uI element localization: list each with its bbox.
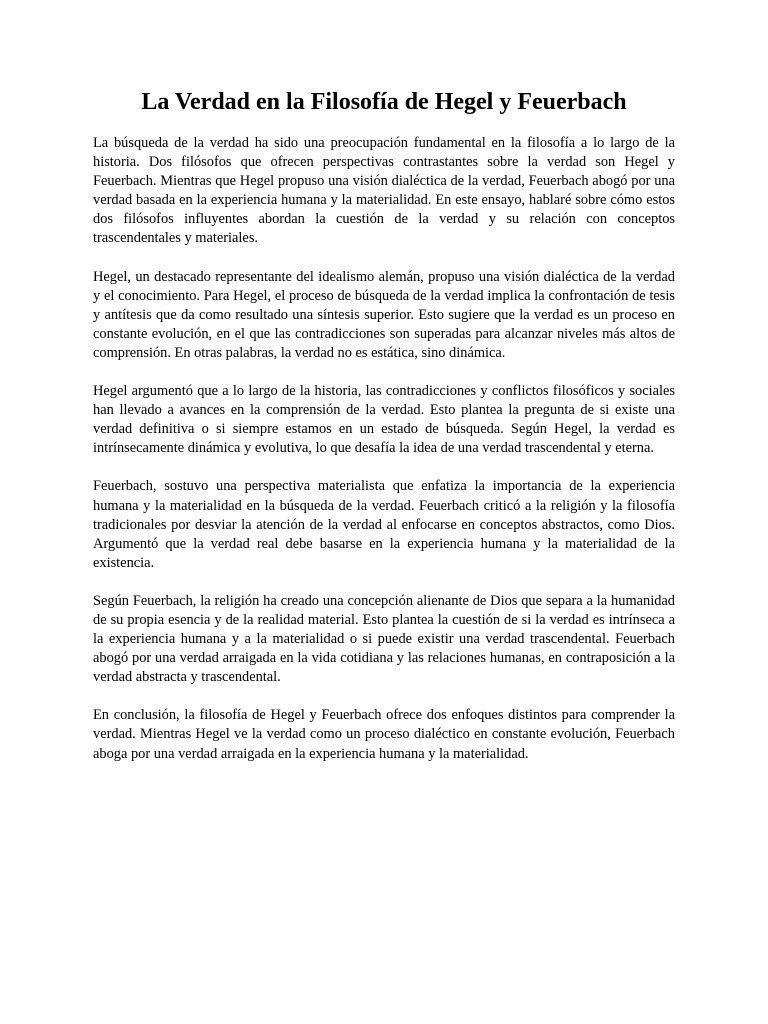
paragraph-feuerbach-religion: Según Feuerbach, la religión ha creado una concepción alienante de Dios que separa a la humanidad de su propia esencia y de la realidad material. Esto plantea la cuestión de si la verdad es intrínseca a la experiencia humana y a la materialidad o si puede existir una verdad trascendental. Feuerbach abogó por una verdad arraigada en la vida cotidiana y las relaciones humanas, en contraposición a la verdad abstracta y trascendental. [93,592,675,686]
paragraph-conclusion: En conclusión, la filosofía de Hegel y Feuerbach ofrece dos enfoques distintos para comprender la verdad. Mientras Hegel ve la verdad como un proceso dialéctico en constante evolución, Feuerbach aboga por una verdad arraigada en la experiencia humana y la materialidad. [93,707,675,762]
paragraph-intro: La búsqueda de la verdad ha sido una preocupación fundamental en la filosofía a lo largo de la historia. Dos filósofos que ofrecen perspectivas contrastantes sobre la verdad son Hegel y Feuerbach. Mientras que Hegel propuso una visión dialéctica de la verdad, Feuerbach abogó por una verdad basada en la experiencia humana y la materialidad. En este ensayo, hablaré sobre cómo estos dos filósofos influyentes abordan la cuestión de la verdad y su relación con conceptos trascendentales y materiales. [93,135,675,247]
paragraph-feuerbach-materialism: Feuerbach, sostuvo una perspectiva materialista que enfatiza la importancia de la experiencia humana y la materialidad en la búsqueda de la verdad. Feuerbach criticó a la religión y la filosofía tradicionales por desviar la atención de la verdad al enfocarse en conceptos abstractos, como Dios. Argumentó que la verdad real debe basarse en la experiencia humana y la materialidad de la existencia. [93,478,675,571]
document-title: La Verdad en la Filosofía de Hegel y Feuerbach [141,89,627,115]
paragraph-hegel-dialectic: Hegel, un destacado representante del idealismo alemán, propuso una visión dialéctica de la verdad y el conocimiento. Para Hegel, el proceso de búsqueda de la verdad implica la confrontación de tesis y antítesis que da como resultado una síntesis superior. Esto sugiere que la verdad es un proceso en constante evolución, en el que las contradicciones son superadas para alcanzar niveles más altos de comprensión. En otras palabras, la verdad no es estática, sino dinámica. [93,268,675,361]
paragraph-hegel-history: Hegel argumentó que a lo largo de la historia, las contradicciones y conflictos filosóficos y sociales han llevado a avances en la comprensión de la verdad. Esto plantea la pregunta de si existe una verdad definitiva o si siempre estamos en un estado de búsqueda. Según Hegel, la verdad es intrínsecamente dinámica y evolutiva, lo que desafía la idea de una verdad trascendental y eterna. [93,383,675,457]
document-body [93,134,675,783]
